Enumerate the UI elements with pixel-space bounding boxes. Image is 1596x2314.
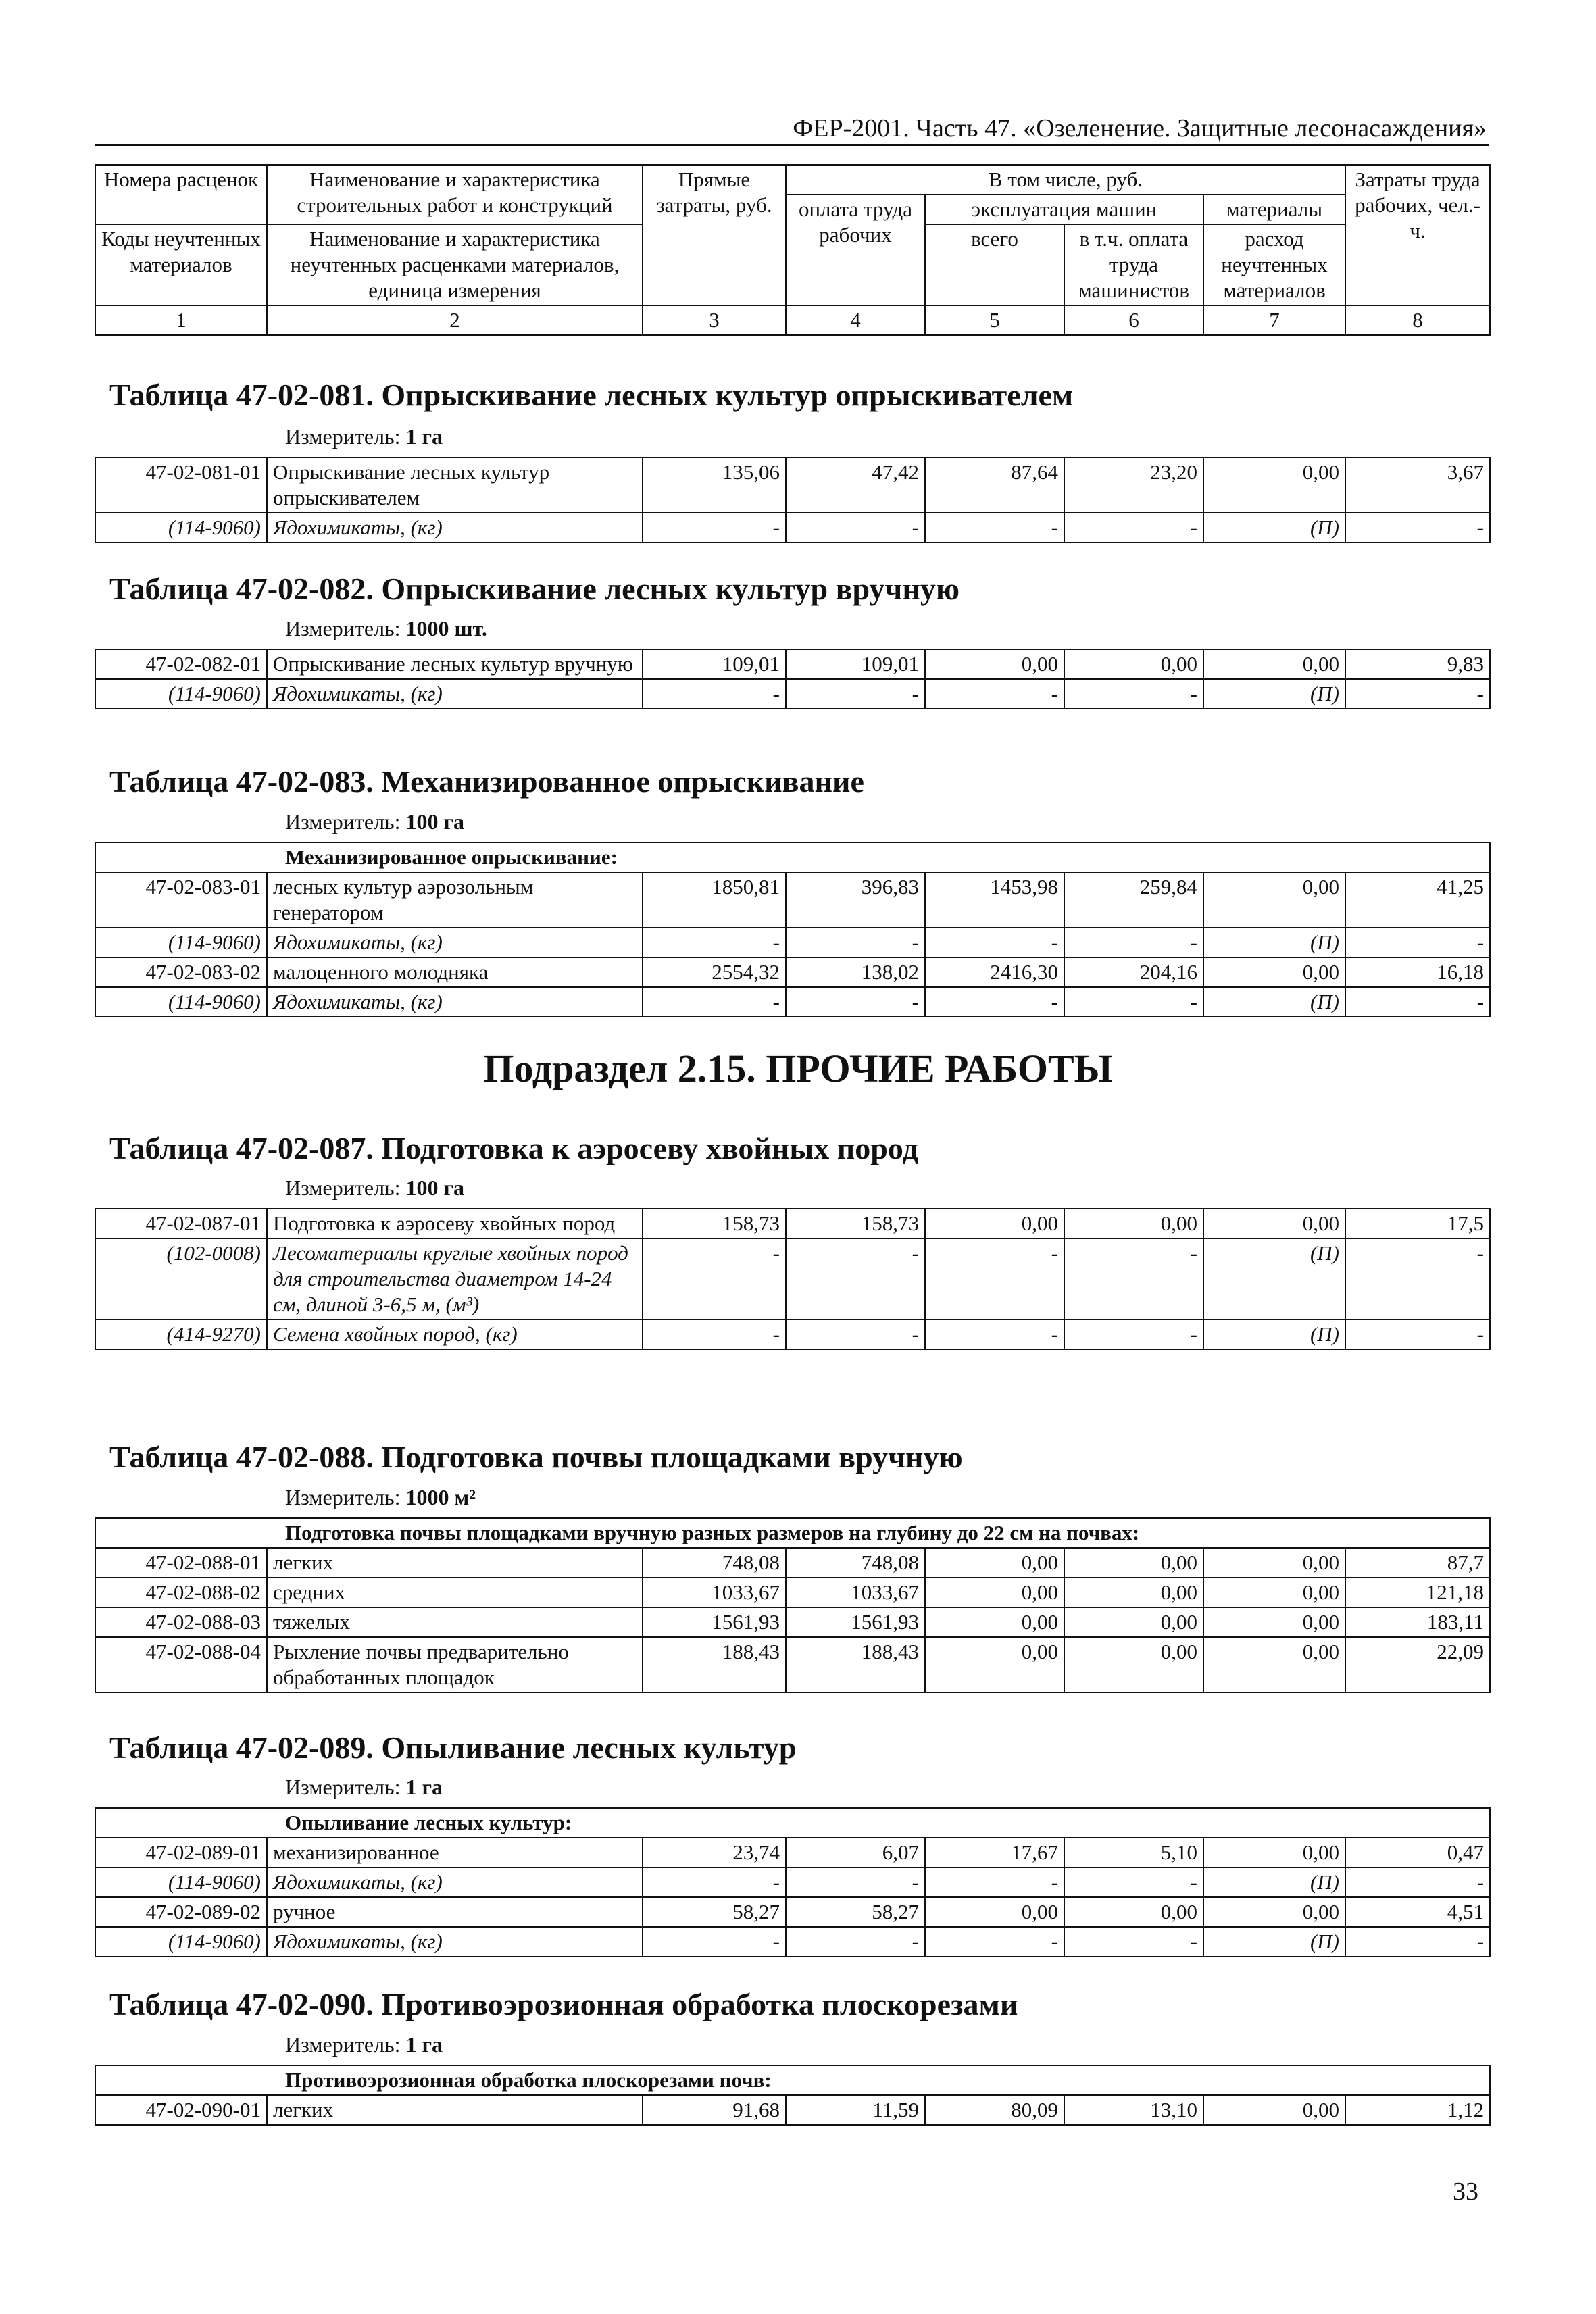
- measure-082: Измеритель: 1000 шт.: [285, 616, 487, 640]
- table-row: (114-9060) Ядохимикаты, (кг) - - - - (П) -: [95, 1927, 1490, 1957]
- col-num: 8: [1345, 305, 1490, 335]
- col-num: 1: [95, 305, 267, 335]
- table-row: 47-02-081-01 Опрыскивание лесных культур опрыскивателем 135,06 47,42 87,64 23,20 0,00 3,67: [95, 457, 1490, 513]
- table-row: (102-0008) Лесоматериалы круглые хвойных пород для строительства диаметром 14-24 см, длиной 3-6,5 м, (м³) - - - - (П) -: [95, 1238, 1490, 1319]
- measure-088: Измеритель: 1000 м²: [285, 1485, 476, 1509]
- table-087: [95, 1208, 1491, 1350]
- col-num: 6: [1064, 305, 1203, 335]
- table-090: [95, 2065, 1491, 2126]
- table-row: (114-9060) Ядохимикаты, (кг) - - - - (П) -: [95, 1867, 1490, 1897]
- col-labor: Затраты труда рабочих, чел.-ч.: [1345, 165, 1490, 305]
- col-num: 7: [1203, 305, 1345, 335]
- table-row: (414-9270) Семена хвойных пород, (кг) - - - - (П) -: [95, 1319, 1490, 1349]
- col-name-bottom: Наименование и характеристика неучтенных расценками материалов, единица измерения: [267, 224, 643, 305]
- col-num: 5: [925, 305, 1064, 335]
- table-title-089: Таблица 47-02-089. Опыливание лесных культур: [109, 1730, 797, 1765]
- running-header: ФЕР-2001. Часть 47. «Озеленение. Защитные лесонасаждения»: [793, 114, 1487, 143]
- table-row: (114-9060) Ядохимикаты, (кг) - - - - (П) -: [95, 987, 1490, 1017]
- table-title-083: Таблица 47-02-083. Механизированное опрыскивание: [109, 764, 864, 799]
- col-machines-total: всего: [925, 224, 1064, 305]
- table-088: [95, 1517, 1491, 1693]
- col-incl: В том числе, руб.: [786, 165, 1345, 195]
- col-materials: материалы: [1203, 195, 1345, 224]
- column-header-table: [95, 164, 1491, 336]
- table-row: 47-02-083-02 малоценного молодняка 2554,32 138,02 2416,30 204,16 0,00 16,18: [95, 957, 1490, 987]
- table-row: (114-9060) Ядохимикаты, (кг) - - - - (П) -: [95, 513, 1490, 543]
- col-num: 3: [643, 305, 786, 335]
- table-row: (114-9060) Ядохимикаты, (кг) - - - - (П) -: [95, 928, 1490, 957]
- col-labor-pay: оплата труда рабочих: [786, 195, 925, 305]
- col-code-bottom: Коды неучтенных материалов: [95, 224, 267, 305]
- table-row: 47-02-090-01 легких 91,68 11,59 80,09 13,10 0,00 1,12: [95, 2095, 1490, 2125]
- table-title-087: Таблица 47-02-087. Подготовка к аэросеву хвойных пород: [109, 1131, 918, 1165]
- table-title-088: Таблица 47-02-088. Подготовка почвы площадками вручную: [109, 1440, 963, 1474]
- table-row: 47-02-083-01 лесных культур аэрозольным генератором 1850,81 396,83 1453,98 259,84 0,00 41,25: [95, 872, 1490, 928]
- table-row: 47-02-088-01 легких 748,08 748,08 0,00 0,00 0,00 87,7: [95, 1548, 1490, 1578]
- table-row: 47-02-087-01 Подготовка к аэросеву хвойных пород 158,73 158,73 0,00 0,00 0,00 17,5: [95, 1209, 1490, 1238]
- measure-090: Измеритель: 1 га: [285, 2032, 443, 2057]
- subheader-row: Опыливание лесных культур:: [95, 1808, 1490, 1838]
- col-machines: эксплуатация машин: [925, 195, 1203, 224]
- table-row: (114-9060) Ядохимикаты, (кг) - - - - (П) -: [95, 679, 1490, 709]
- header-rule: [95, 144, 1489, 146]
- table-row: 47-02-089-02 ручное 58,27 58,27 0,00 0,00 0,00 4,51: [95, 1897, 1490, 1927]
- measure-081: Измеритель: 1 га: [285, 424, 443, 449]
- table-row: 47-02-088-03 тяжелых 1561,93 1561,93 0,00 0,00 0,00 183,11: [95, 1607, 1490, 1637]
- table-title-081: Таблица 47-02-081. Опрыскивание лесных культур опрыскивателем: [109, 378, 1074, 412]
- table-081: [95, 457, 1491, 543]
- col-num: 2: [267, 305, 643, 335]
- measure-087: Измеритель: 100 га: [285, 1176, 465, 1200]
- table-row: 47-02-089-01 механизированное 23,74 6,07 17,67 5,10 0,00 0,47: [95, 1838, 1490, 1867]
- table-title-082: Таблица 47-02-082. Опрыскивание лесных культур вручную: [109, 572, 960, 606]
- table-title-090: Таблица 47-02-090. Противоэрозионная обработка плоскорезами: [109, 1987, 1018, 2021]
- col-direct: Прямые затраты, руб.: [643, 165, 786, 305]
- table-row: 47-02-082-01 Опрыскивание лесных культур вручную 109,01 109,01 0,00 0,00 0,00 9,83: [95, 649, 1490, 679]
- subheader-row: Механизированное опрыскивание:: [95, 842, 1490, 872]
- measure-089: Измеритель: 1 га: [285, 1775, 443, 1799]
- page-number: 33: [1453, 2178, 1478, 2206]
- col-num: 4: [786, 305, 925, 335]
- col-materials-sub: расход неучтенных материалов: [1203, 224, 1345, 305]
- section-title: Подраздел 2.15. ПРОЧИЕ РАБОТЫ: [483, 1047, 1113, 1090]
- table-089: [95, 1807, 1491, 1957]
- col-name-top: Наименование и характеристика строительных работ и конструкций: [267, 165, 643, 224]
- table-082: [95, 649, 1491, 709]
- col-code-top: Номера расценок: [95, 165, 267, 224]
- col-machines-incl: в т.ч. оплата труда машинистов: [1064, 224, 1203, 305]
- table-row: 47-02-088-02 средних 1033,67 1033,67 0,00 0,00 0,00 121,18: [95, 1578, 1490, 1607]
- subheader-row: Противоэрозионная обработка плоскорезами почв:: [95, 2065, 1490, 2095]
- measure-083: Измеритель: 100 га: [285, 809, 465, 834]
- table-083: [95, 842, 1491, 1017]
- table-row: 47-02-088-04 Рыхление почвы предварительно обработанных площадок 188,43 188,43 0,00 0,00 0,00 22,09: [95, 1637, 1490, 1692]
- subheader-row: Подготовка почвы площадками вручную разных размеров на глубину до 22 см на почвах:: [95, 1518, 1490, 1548]
